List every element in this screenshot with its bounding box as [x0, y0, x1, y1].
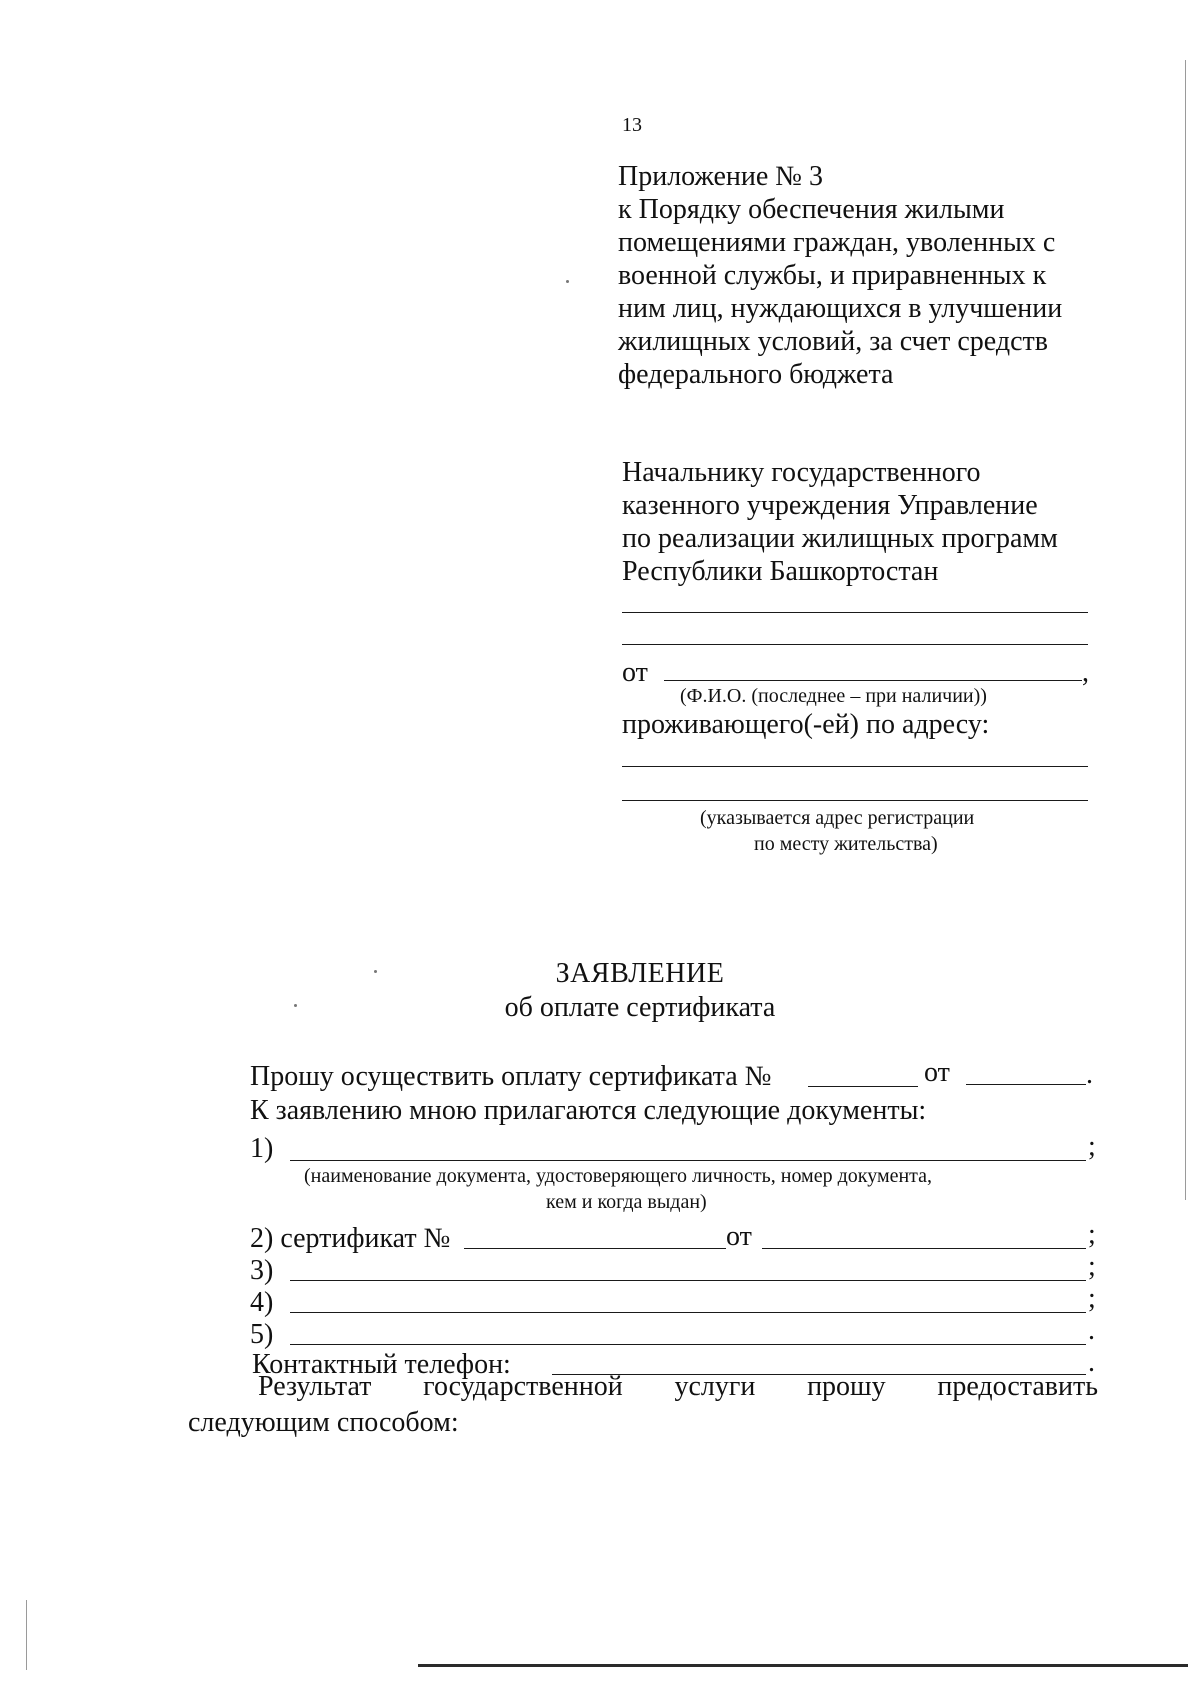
result-word: Результат [258, 1371, 372, 1402]
contact-phone-label: Контактный телефон: [252, 1349, 511, 1380]
scan-edge-left [26, 1600, 27, 1670]
scan-speck [566, 280, 569, 283]
appendix-line: помещениями граждан, уволенных с [618, 227, 1056, 258]
result-line-2: следующим способом: [188, 1407, 459, 1438]
item-3-end: ; [1088, 1251, 1096, 1282]
item-2-from-label: от [726, 1221, 752, 1252]
residing-label: проживающего(-ей) по адресу: [622, 709, 990, 740]
scan-bottom-rule [418, 1664, 1188, 1667]
addressee-line: Республики Башкортостан [622, 556, 939, 587]
result-word: прошу [807, 1371, 886, 1402]
address-field-line-2[interactable] [622, 800, 1088, 801]
request-date-field[interactable] [966, 1084, 1086, 1085]
page-number: 13 [622, 114, 642, 136]
item-4-end: ; [1088, 1283, 1096, 1314]
addressee-block [622, 456, 1102, 588]
item-2-date-field[interactable] [762, 1248, 1086, 1249]
item-1-number: 1) [250, 1133, 274, 1164]
item-3-number: 3) [250, 1255, 274, 1286]
item-5-end: . [1088, 1315, 1095, 1346]
from-label: от [622, 657, 648, 688]
result-line [258, 1370, 1098, 1403]
request-from-label: от [924, 1057, 950, 1088]
item-5-number: 5) [250, 1319, 274, 1350]
address-caption-line-2: по месту жительства) [754, 833, 938, 855]
appendix-block [618, 160, 1098, 391]
addressee-line: по реализации жилищных программ [622, 523, 1058, 554]
document-title: ЗАЯВЛЕНИЕ [555, 958, 725, 989]
item-1-caption-line-1: (наименование документа, удостоверяющего личность, номер документа, [304, 1165, 933, 1187]
scan-edge-right [1185, 60, 1186, 1200]
contact-phone-end: . [1088, 1347, 1095, 1378]
item-4-field[interactable] [290, 1312, 1086, 1313]
address-field-line-1[interactable] [622, 766, 1088, 767]
address-caption-line-1: (указывается адрес регистрации [700, 807, 975, 829]
item-1-field[interactable] [290, 1160, 1086, 1161]
addressee-line: Начальнику государственного [622, 457, 981, 488]
request-text: Прошу осуществить оплату сертификата № [250, 1061, 772, 1092]
document-subtitle: об оплате сертификата [504, 992, 776, 1023]
from-trailing-comma: , [1082, 657, 1089, 688]
item-5-field[interactable] [290, 1344, 1086, 1345]
fio-caption: (Ф.И.О. (последнее – при наличии)) [680, 685, 987, 707]
addressee-blank-line-2[interactable] [622, 644, 1088, 645]
result-word: государственной [423, 1371, 623, 1402]
item-4-number: 4) [250, 1287, 274, 1318]
appendix-line: к Порядку обеспечения жилыми [618, 194, 1005, 225]
item-2-end: ; [1088, 1219, 1096, 1250]
item-1-end: ; [1088, 1131, 1096, 1162]
item-2-certificate-number-field[interactable] [464, 1248, 726, 1249]
appendix-line: военной службы, и приравненных к [618, 260, 1047, 291]
attached-documents-text: К заявлению мною прилагаются следующие документы: [250, 1095, 927, 1126]
addressee-blank-line-1[interactable] [622, 612, 1088, 613]
request-end-period: . [1086, 1059, 1093, 1090]
result-word: предоставить [937, 1371, 1098, 1402]
certificate-number-field[interactable] [808, 1086, 918, 1087]
item-3-field[interactable] [290, 1280, 1086, 1281]
fio-field-line[interactable] [664, 680, 1082, 681]
item-2-text: 2) сертификат № [250, 1223, 451, 1254]
appendix-line: федерального бюджета [618, 359, 894, 390]
item-1-caption-line-2: кем и когда выдан) [546, 1191, 707, 1213]
appendix-line: ним лиц, нуждающихся в улучшении [618, 293, 1063, 324]
appendix-line: Приложение № 3 [618, 161, 823, 192]
addressee-line: казенного учреждения Управление [622, 490, 1038, 521]
result-word: услуги [674, 1371, 756, 1402]
appendix-line: жилищных условий, за счет средств [618, 326, 1048, 357]
